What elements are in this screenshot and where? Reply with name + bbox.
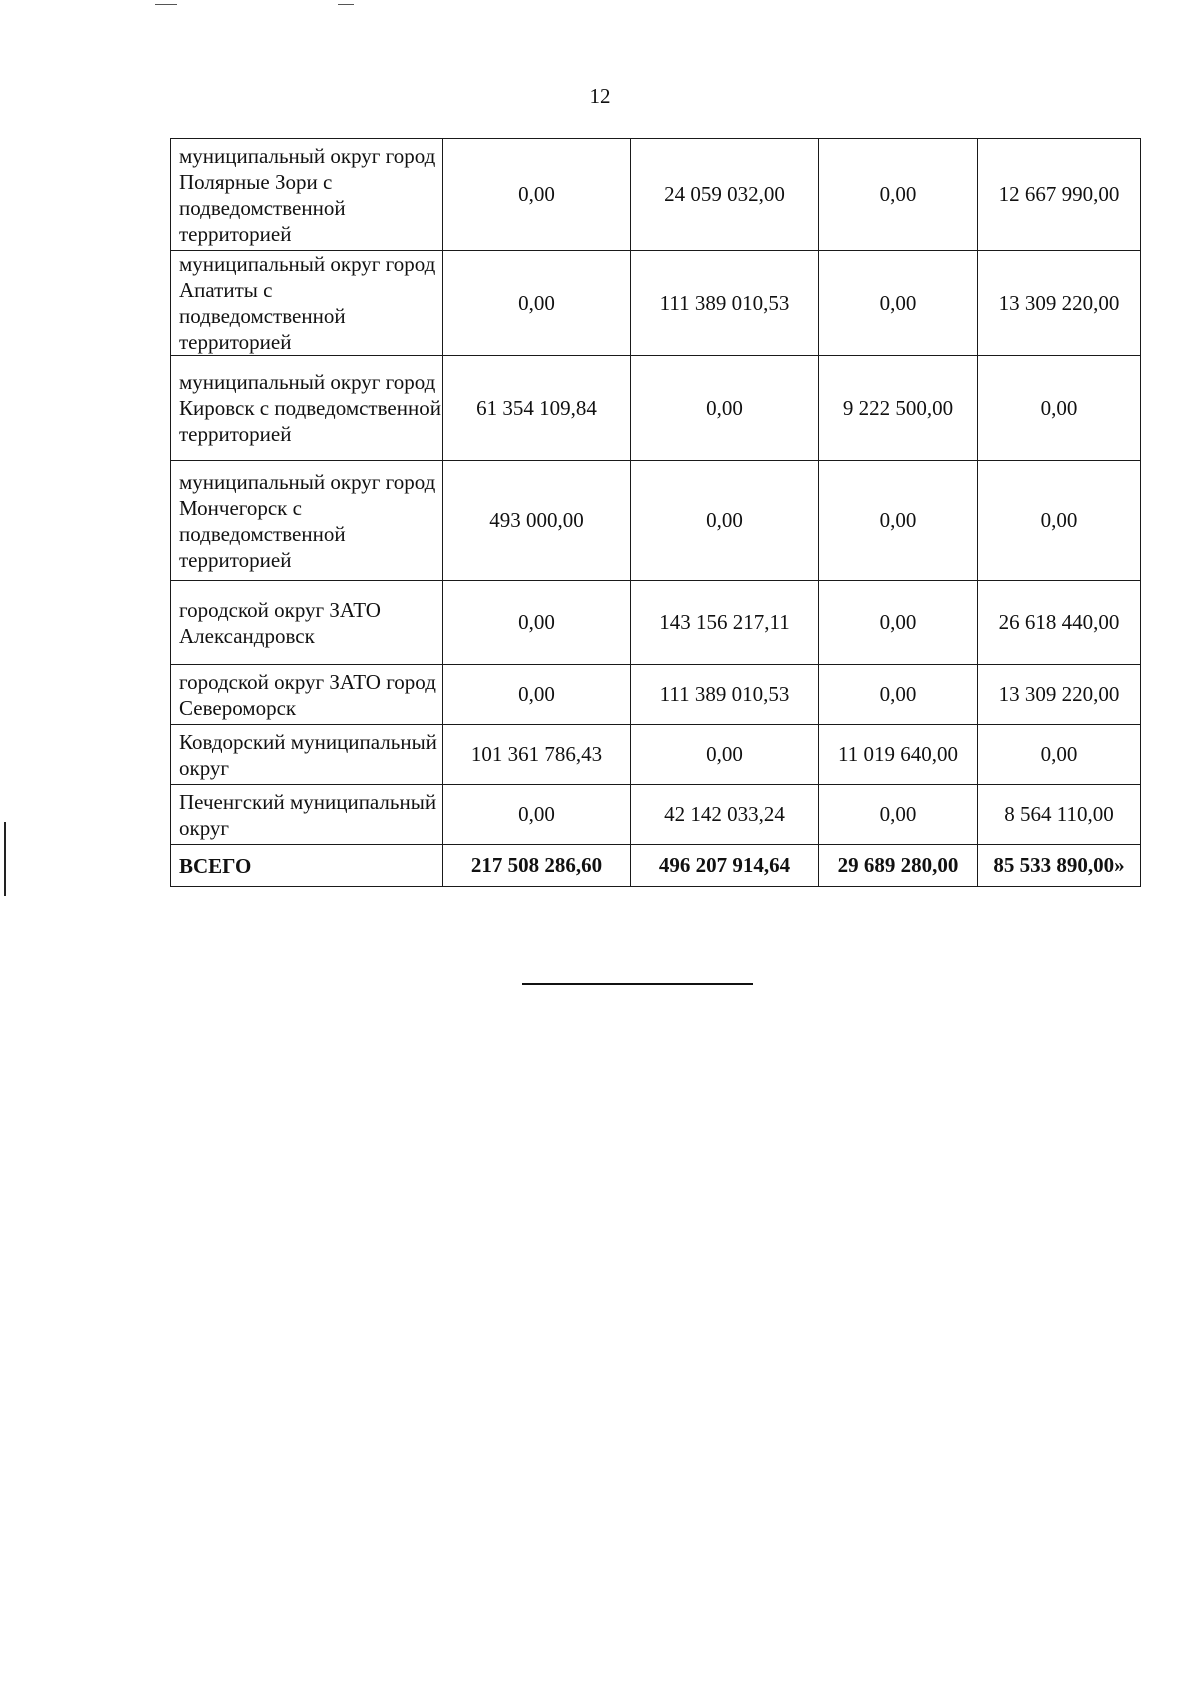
amount-cell: 24 059 032,00	[631, 139, 819, 251]
municipality-name: Ковдорский муниципальный округ	[171, 725, 443, 785]
municipality-name: Печенгский муниципальный округ	[171, 785, 443, 845]
amount-cell: 0,00	[978, 461, 1141, 581]
amount-cell: 8 564 110,00	[978, 785, 1141, 845]
amount-cell: 0,00	[819, 665, 978, 725]
amount-cell: 0,00	[819, 581, 978, 665]
amount-cell: 0,00	[443, 581, 631, 665]
total-amount-cell: 217 508 286,60	[443, 845, 631, 887]
amount-cell: 0,00	[819, 461, 978, 581]
amount-cell: 0,00	[819, 251, 978, 356]
table-row	[171, 581, 1141, 665]
amount-cell: 12 667 990,00	[978, 139, 1141, 251]
table-row	[171, 251, 1141, 356]
amount-cell: 101 361 786,43	[443, 725, 631, 785]
closing-separator-line	[522, 983, 753, 985]
amount-cell: 61 354 109,84	[443, 356, 631, 461]
table-row	[171, 461, 1141, 581]
amount-cell: 9 222 500,00	[819, 356, 978, 461]
amount-cell: 0,00	[443, 785, 631, 845]
amount-cell: 493 000,00	[443, 461, 631, 581]
amount-cell: 0,00	[443, 665, 631, 725]
margin-mark	[4, 822, 6, 896]
amount-cell: 0,00	[978, 356, 1141, 461]
amount-cell: 26 618 440,00	[978, 581, 1141, 665]
amount-cell: 0,00	[819, 785, 978, 845]
amount-cell: 13 309 220,00	[978, 665, 1141, 725]
amount-cell: 0,00	[819, 139, 978, 251]
table-row	[171, 139, 1141, 251]
amount-cell: 0,00	[631, 725, 819, 785]
total-amount-cell: 85 533 890,00»	[978, 845, 1141, 887]
municipality-name: муниципальный округ город Мончегорск с подведомственной территорией	[171, 461, 443, 581]
table-row	[171, 665, 1141, 725]
total-amount-cell: 29 689 280,00	[819, 845, 978, 887]
amount-cell: 0,00	[443, 139, 631, 251]
scan-artifact	[338, 4, 354, 5]
amount-cell: 111 389 010,53	[631, 251, 819, 356]
budget-table	[170, 138, 1141, 887]
amount-cell: 111 389 010,53	[631, 665, 819, 725]
amount-cell: 11 019 640,00	[819, 725, 978, 785]
table-row	[171, 356, 1141, 461]
amount-cell: 0,00	[978, 725, 1141, 785]
municipality-name: городской округ ЗАТО город Североморск	[171, 665, 443, 725]
municipality-name: муниципальный округ город Апатиты с подведомственной территорией	[171, 251, 443, 356]
table-row	[171, 785, 1141, 845]
page-number: 12	[589, 84, 611, 108]
total-label: ВСЕГО	[171, 845, 443, 887]
amount-cell: 13 309 220,00	[978, 251, 1141, 356]
amount-cell: 0,00	[631, 461, 819, 581]
amount-cell: 42 142 033,24	[631, 785, 819, 845]
scan-artifact	[155, 4, 177, 5]
total-amount-cell: 496 207 914,64	[631, 845, 819, 887]
municipality-name: муниципальный округ город Кировск с подведомственной территорией	[171, 356, 443, 461]
amount-cell: 0,00	[443, 251, 631, 356]
municipality-name: городской округ ЗАТО Александровск	[171, 581, 443, 665]
total-row	[171, 845, 1141, 887]
amount-cell: 0,00	[631, 356, 819, 461]
amount-cell: 143 156 217,11	[631, 581, 819, 665]
municipality-name: муниципальный округ город Полярные Зори с подведомственной территорией	[171, 139, 443, 251]
table-row	[171, 725, 1141, 785]
